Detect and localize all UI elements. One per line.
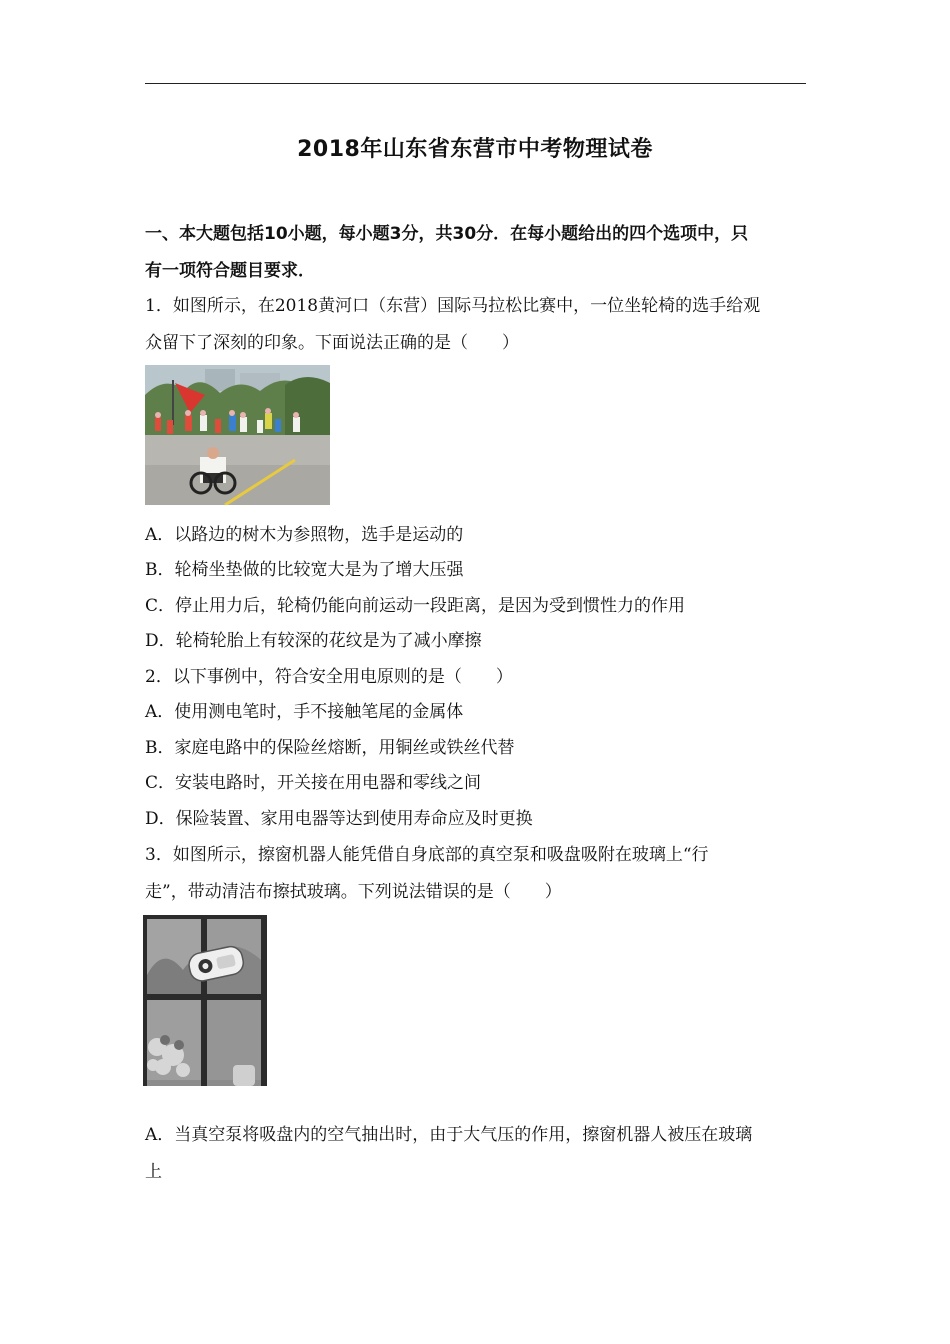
q3-option-a-line1: A．当真空泵将吸盘内的空气抽出时，由于大气压的作用，擦窗机器人被压在玻璃: [145, 1125, 753, 1145]
marathon-wheelchair-photo: [145, 365, 330, 505]
q1-option-c: C．停止用力后，轮椅仍能向前运动一段距离，是因为受到惯性力的作用: [145, 596, 686, 616]
q3-stem-line1: 3．如图所示，擦窗机器人能凭借自身底部的真空泵和吸盘吸附在玻璃上“行: [145, 845, 709, 865]
q2-option-d: D．保险装置、家用电器等达到使用寿命应及时更换: [145, 809, 533, 829]
q2-stem: 2．以下事例中，符合安全用电原则的是（ ）: [145, 667, 513, 687]
q1-stem-line2: 众留下了深刻的印象。下面说法正确的是（ ）: [145, 333, 519, 353]
q2-option-a: A．使用测电笔时，手不接触笔尾的金属体: [145, 702, 464, 722]
marathon-photo-graphic: [145, 365, 330, 505]
window-cleaning-robot-photo: [143, 915, 267, 1086]
q3-stem-line2: 走”，带动清洁布擦拭玻璃。下列说法错误的是（ ）: [145, 882, 562, 902]
q1-option-b: B．轮椅坐垫做的比较宽大是为了增大压强: [145, 560, 464, 580]
q1-option-a: A．以路边的树木为参照物，选手是运动的: [145, 525, 464, 545]
header-rule: [145, 83, 806, 84]
q2-option-b: B．家庭电路中的保险丝熔断，用铜丝或铁丝代替: [145, 738, 515, 758]
q3-option-a-line2: 上: [145, 1162, 162, 1182]
q1-option-d: D．轮椅轮胎上有较深的花纹是为了减小摩擦: [145, 631, 482, 651]
section-heading-line2: 有一项符合题目要求．: [145, 261, 315, 281]
q2-option-c: C．安装电路时，开关接在用电器和零线之间: [145, 773, 482, 793]
robot-photo-graphic: [143, 915, 267, 1086]
q1-stem-line1: 1．如图所示，在2018黄河口（东营）国际马拉松比赛中，一位坐轮椅的选手给观: [145, 296, 761, 316]
section-heading-line1: 一、本大题包括10小题，每小题3分，共30分．在每小题给出的四个选项中，只: [145, 224, 749, 244]
exam-title: 2018年山东省东营市中考物理试卷: [297, 137, 653, 162]
